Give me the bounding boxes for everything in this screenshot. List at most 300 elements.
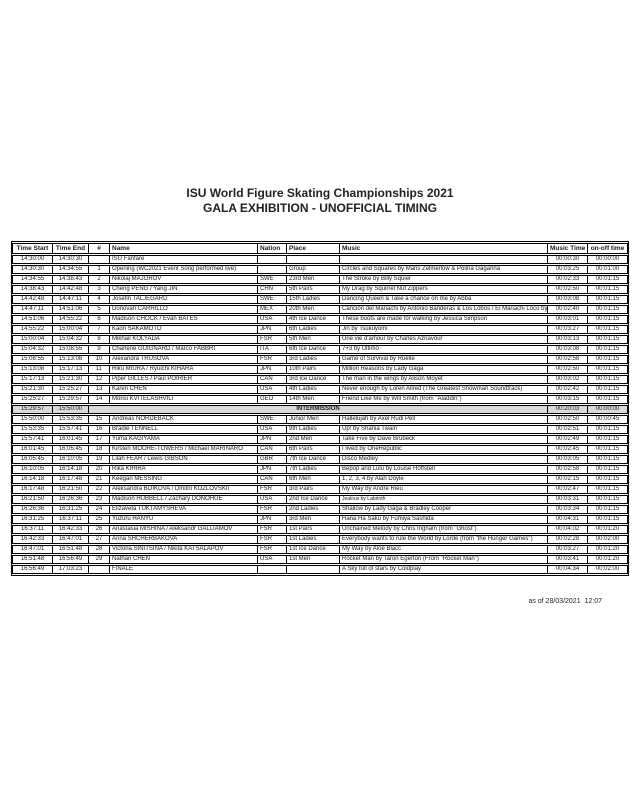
cell-on-off-time: 00:01:20: [588, 525, 628, 534]
cell-num: 6: [89, 315, 110, 324]
cell-time-end: 17:03:23: [53, 565, 89, 574]
cell-on-off-time: 00:01:15: [588, 475, 628, 484]
cell-nation: CAN: [258, 475, 287, 484]
cell-music: Jealous by Labrinth: [340, 495, 548, 504]
cell-time-end: 15:50:00: [53, 405, 89, 414]
cell-time-start: 16:01:45: [12, 445, 53, 454]
cell-music-time: 00:03:05: [548, 455, 588, 464]
cell-on-off-time: 00:01:15: [588, 425, 628, 434]
cell-time-start: 16:51:48: [12, 555, 53, 564]
cell-music-time: 00:02:50: [548, 365, 588, 374]
cell-music-time: 00:02:28: [548, 535, 588, 544]
cell-nation: FSR: [258, 545, 287, 554]
cell-on-off-time: 00:01:15: [588, 305, 628, 314]
cell-place: 7th Ice Dance: [287, 455, 340, 464]
cell-music-time: 00:03:27: [548, 325, 588, 334]
cell-num: 8: [89, 335, 110, 344]
cell-num: 25: [89, 515, 110, 524]
cell-time-start: 14:30:30: [12, 265, 53, 274]
cell-on-off-time: 00:01:15: [588, 505, 628, 514]
cell-time-end: 16:21:50: [53, 485, 89, 494]
table-row: [12, 385, 628, 394]
cell-num: 3: [89, 285, 110, 294]
cell-music: My Drag by Squirrel Nut Zippers: [340, 285, 548, 294]
cell-nation: FSR: [258, 505, 287, 514]
cell-time-start: 15:21:30: [12, 385, 53, 394]
cell-time-end: 16:56:49: [53, 555, 89, 564]
cell-time-end: 14:38:43: [53, 275, 89, 284]
cell-place: 3rd Ice Dance: [287, 375, 340, 384]
cell-music: Dancing Queen & Take a chance on me by Abba: [340, 295, 548, 304]
cell-music: Everybody wants to rule the World by Lorde (from "the Hunger Games"): [340, 535, 548, 544]
cell-on-off-time: 00:00:45: [588, 415, 628, 424]
cell-time-start: 16:05:45: [12, 455, 53, 464]
cell-nation: USA: [258, 495, 287, 504]
cell-num: 4: [89, 295, 110, 304]
table-body: [12, 255, 628, 574]
table-row: [12, 375, 628, 384]
cell-music: Game of Survival by Ruelle: [340, 355, 548, 364]
table-row: [12, 345, 628, 354]
cell-music: Une vie d'amour by Charles Aznavour: [340, 335, 548, 344]
cell-music-time: 00:04:02: [548, 525, 588, 534]
cell-num: 11: [89, 365, 110, 374]
cell-music-time: 00:02:40: [548, 305, 588, 314]
cell-nation: MEX: [258, 305, 287, 314]
cell-time-start: 15:04:32: [12, 345, 53, 354]
cell-music-time: 00:03:41: [548, 555, 588, 564]
cell-place: 3rd Pairs: [287, 485, 340, 494]
cell-place: 1st Ice Dance: [287, 545, 340, 554]
column-header-music-time: Music Time: [548, 243, 588, 254]
cell-time-start: 15:08:55: [12, 355, 53, 364]
cell-time-start: 14:55:22: [12, 325, 53, 334]
cell-on-off-time: 00:01:15: [588, 325, 628, 334]
cell-place: 6th Men: [287, 475, 340, 484]
cell-time-start: 16:21:50: [12, 495, 53, 504]
cell-nation: [258, 255, 287, 264]
cell-num: 20: [89, 465, 110, 474]
cell-music-time: 00:03:31: [548, 495, 588, 504]
cell-on-off-time: 00:01:00: [588, 265, 628, 274]
cell-time-end: 15:08:55: [53, 345, 89, 354]
column-header-on-off-time: on-off time: [588, 243, 628, 254]
cell-name: Madison HUBBELL / Zachary DONOHUE: [110, 495, 258, 504]
cell-place: 3rd Ladies: [287, 355, 340, 364]
table-row: [12, 435, 628, 444]
cell-place: 6th Ice Dance: [287, 345, 340, 354]
table-row: [12, 335, 628, 344]
cell-time-end: 15:29:57: [53, 395, 89, 404]
cell-time-end: 15:17:13: [53, 365, 89, 374]
table-row: [12, 485, 628, 494]
table-row: [12, 555, 628, 564]
cell-name: Andreas NORDEBACK: [110, 415, 258, 424]
cell-on-off-time: 00:01:15: [588, 445, 628, 454]
cell-place: 20th Men: [287, 305, 340, 314]
cell-place: 10th Pairs: [287, 365, 340, 374]
cell-time-end: 16:10:05: [53, 455, 89, 464]
cell-music-time: 00:03:15: [548, 395, 588, 404]
cell-music-time: 00:02:50: [548, 285, 588, 294]
cell-time-end: 16:47:01: [53, 535, 89, 544]
cell-on-off-time: 00:01:15: [588, 515, 628, 524]
table-row: [12, 265, 628, 274]
cell-name: Alexandra TRUSOVA: [110, 355, 258, 364]
table-row: [12, 295, 628, 304]
cell-name: Elizaveta TUKTAMYSHEVA: [110, 505, 258, 514]
cell-place: 5th Pairs: [287, 285, 340, 294]
cell-num: 26: [89, 525, 110, 534]
cell-music: I lived by OneRepublic: [340, 445, 548, 454]
cell-time-start: 14:34:55: [12, 275, 53, 284]
cell-music-time: 00:02:33: [548, 275, 588, 284]
cell-name: Kirsten MOORE-TOWERS / Michael MARINARO: [110, 445, 258, 454]
page-title-line2: GALA EXHIBITION - UNOFFICIAL TIMING: [203, 201, 437, 215]
cell-time-start: 14:42:48: [12, 295, 53, 304]
cell-time-start: 15:25:27: [12, 395, 53, 404]
cell-music: Rocket Man by Taron Egerton (From "Rocket Man"): [340, 555, 548, 564]
cell-place: 7th Ladies: [287, 465, 340, 474]
cell-on-off-time: 00:01:15: [588, 435, 628, 444]
column-header-time-end: Time End: [53, 243, 89, 254]
cell-place: [287, 255, 340, 264]
cell-name: Charlene GUIGNARD / Marco FABBRI: [110, 345, 258, 354]
cell-num: 10: [89, 355, 110, 364]
cell-time-end: 15:21:30: [53, 375, 89, 384]
cell-nation: USA: [258, 315, 287, 324]
cell-on-off-time: 00:01:15: [588, 465, 628, 474]
cell-place: Junior Men: [287, 415, 340, 424]
column-header-music: Music: [340, 243, 548, 254]
cell-nation: JPN: [258, 365, 287, 374]
cell-music-time: 00:03:02: [548, 375, 588, 384]
cell-place: 2nd Ladies: [287, 505, 340, 514]
cell-place: 1st Pairs: [287, 525, 340, 534]
cell-num: 13: [89, 385, 110, 394]
cell-time-end: 15:13:08: [53, 355, 89, 364]
cell-name: ISU Fanfare: [110, 255, 258, 264]
cell-music-time: 00:04:31: [548, 515, 588, 524]
cell-name: Nikolaj MAJOROV: [110, 275, 258, 284]
table-row: [12, 525, 628, 534]
cell-time-end: 15:00:04: [53, 325, 89, 334]
cell-nation: GBR: [258, 455, 287, 464]
cell-time-start: 16:56:49: [12, 565, 53, 574]
cell-on-off-time: 00:01:15: [588, 275, 628, 284]
cell-time-start: 16:42:33: [12, 535, 53, 544]
cell-num: 2: [89, 275, 110, 284]
table-row: [12, 495, 628, 504]
column-header-place: Place: [287, 243, 340, 254]
cell-on-off-time: 00:01:20: [588, 545, 628, 554]
cell-music-time: 00:03:27: [548, 545, 588, 554]
cell-time-start: 15:57:41: [12, 435, 53, 444]
cell-name: Rika KIHIRA: [110, 465, 258, 474]
table-row: [12, 285, 628, 294]
cell-time-start: 15:53:35: [12, 425, 53, 434]
cell-name: Kaori SAKAMOTO: [110, 325, 258, 334]
table-row: [12, 415, 628, 424]
cell-on-off-time: 00:01:15: [588, 285, 628, 294]
cell-place: 6th Ladies: [287, 325, 340, 334]
cell-time-end: 16:37:11: [53, 515, 89, 524]
cell-music-time: 00:03:25: [548, 265, 588, 274]
cell-nation: JPN: [258, 435, 287, 444]
cell-music-time: 00:02:47: [548, 485, 588, 494]
intermission-label: INTERMISSION: [89, 405, 548, 414]
page-title-line1: ISU World Figure Skating Championships 2021: [186, 186, 454, 200]
cell-place: 3rd Men: [287, 515, 340, 524]
cell-time-end: 15:57:41: [53, 425, 89, 434]
cell-num: [89, 255, 110, 264]
cell-time-end: 16:51:48: [53, 545, 89, 554]
cell-place: 15th Ladies: [287, 295, 340, 304]
cell-name: Anastasia MISHINA / Aleksandr GALLIAMOV: [110, 525, 258, 534]
table-row: [12, 325, 628, 334]
cell-on-off-time: 00:00:00: [588, 255, 628, 264]
page-title: [0, 0, 640, 216]
cell-time-end: 16:05:45: [53, 445, 89, 454]
cell-name: Mikhail KOLYADA: [110, 335, 258, 344]
cell-num: 15: [89, 415, 110, 424]
cell-num: 1: [89, 265, 110, 274]
cell-on-off-time: 00:01:15: [588, 395, 628, 404]
cell-name: Yuzuru HANYU: [110, 515, 258, 524]
cell-music: The man in the wings by Alison Moyet: [340, 375, 548, 384]
cell-name: Riku MIURA / Ryuichi KIHARA: [110, 365, 258, 374]
cell-time-start: 16:17:48: [12, 485, 53, 494]
cell-num: 17: [89, 435, 110, 444]
cell-name: FINALE: [110, 565, 258, 574]
cell-music: Never enough by Loren Allred (The Greatest Showman Soundtrack): [340, 385, 548, 394]
cell-music: These boots are made for walking by Jessica Simpson: [340, 315, 548, 324]
cell-num: 16: [89, 425, 110, 434]
cell-name: Donovan CARRILLO: [110, 305, 258, 314]
cell-music: [340, 255, 548, 264]
cell-num: 18: [89, 445, 110, 454]
cell-nation: GEO: [258, 395, 287, 404]
cell-nation: FSR: [258, 535, 287, 544]
cell-name: Anna SHCHERBAKOVA: [110, 535, 258, 544]
cell-place: 23rd Men: [287, 275, 340, 284]
cell-on-off-time: 00:01:15: [588, 495, 628, 504]
table-row: [12, 425, 628, 434]
cell-time-start: 15:13:08: [12, 365, 53, 374]
cell-time-start: 16:37:11: [12, 525, 53, 534]
table-row: [12, 455, 628, 464]
cell-time-start: 16:14:18: [12, 475, 53, 484]
table-row: [12, 445, 628, 454]
cell-on-off-time: 00:01:15: [588, 315, 628, 324]
cell-music-time: 00:02:50: [548, 415, 588, 424]
cell-music: Cancion del Mariachi by Antonio Banderas & Los Lobos / El Mariachi Loco by: [342, 306, 548, 312]
cell-num: 22: [89, 485, 110, 494]
cell-music: 7+3 by Ultimo: [340, 345, 548, 354]
cell-nation: CAN: [258, 445, 287, 454]
cell-nation: FSR: [258, 485, 287, 494]
cell-time-start: 16:26:36: [12, 505, 53, 514]
cell-nation: [258, 565, 287, 574]
cell-music-time: 00:03:01: [548, 315, 588, 324]
cell-music: Hana Ha Saku by Fumiya Sashida: [340, 515, 548, 524]
table-row: [12, 535, 628, 544]
cell-music: Shallow by Lady Gaga & Bradley Cooper: [340, 505, 548, 514]
as-of-timestamp: as of 28/03/2021 12:07: [528, 598, 602, 605]
cell-place: 2nd Ice Dance: [287, 495, 340, 504]
cell-num: 19: [89, 455, 110, 464]
cell-music-time: 00:03:13: [548, 335, 588, 344]
cell-name: Morisi KVITELASHVILI: [110, 395, 258, 404]
cell-music: Disco Medley: [340, 455, 548, 464]
cell-name: Yuma KAGIYAMA: [110, 435, 258, 444]
table-row: [12, 255, 628, 264]
column-header-num: #: [89, 243, 110, 254]
cell-place: 1st Ladies: [287, 535, 340, 544]
cell-name: Opening (WC2021 Event Song performed live): [110, 265, 258, 274]
cell-nation: JPN: [258, 515, 287, 524]
cell-time-end: 14:42:48: [53, 285, 89, 294]
cell-music-time: 00:02:45: [548, 445, 588, 454]
cell-music-time: 00:04:34: [548, 565, 588, 574]
cell-nation: SWE: [258, 295, 287, 304]
cell-name: Aleksandra BOIKOVA / Dmitrii KOZLOVSKII: [110, 485, 258, 494]
cell-on-off-time: 00:01:15: [588, 365, 628, 374]
cell-on-off-time: 00:01:15: [588, 355, 628, 364]
cell-nation: FSR: [258, 355, 287, 364]
cell-num: 14: [89, 395, 110, 404]
table-row: [12, 305, 628, 314]
cell-time-start: 14:38:43: [12, 285, 53, 294]
table-header-row: [12, 243, 628, 254]
cell-place: 9th Ladies: [287, 425, 340, 434]
cell-music: My Way by Aloe Blacc: [340, 545, 548, 554]
cell-num: 5: [89, 305, 110, 314]
column-header-nation: Nation: [258, 243, 287, 254]
table-row: [12, 505, 628, 514]
cell-music: The Stroke by Billy Squier: [340, 275, 548, 284]
cell-name: Cheng PENG / Yang JIN: [110, 285, 258, 294]
cell-num: 29: [89, 555, 110, 564]
table-row: [12, 275, 628, 284]
cell-name: Victoria SINITSINA / Nikita KATSALAPOV: [110, 545, 258, 554]
cell-name: Josefin TALJEGARD: [110, 295, 258, 304]
cell-nation: FSR: [258, 525, 287, 534]
cell-on-off-time: 00:02:00: [588, 535, 628, 544]
column-header-time-start: Time Start: [12, 243, 53, 254]
cell-music-time: 00:03:08: [548, 345, 588, 354]
cell-on-off-time: 00:01:15: [588, 295, 628, 304]
table-row: [12, 515, 628, 524]
cell-nation: ITA: [258, 345, 287, 354]
cell-time-end: 16:14:18: [53, 465, 89, 474]
cell-num: 21: [89, 475, 110, 484]
cell-time-end: 15:25:27: [53, 385, 89, 394]
column-header-name: Name: [110, 243, 258, 254]
cell-music-time: 00:00:30: [548, 255, 588, 264]
cell-place: [287, 565, 340, 574]
cell-place: 1st Men: [287, 555, 340, 564]
cell-music: Hallelujah by Axel Rudi Pell: [340, 415, 548, 424]
cell-time-end: 14:34:55: [53, 265, 89, 274]
cell-music: Take Five by Dave Brubeck: [340, 435, 548, 444]
cell-nation: USA: [258, 385, 287, 394]
cell-place: 5th Men: [287, 335, 340, 344]
cell-place: 6th Pairs: [287, 445, 340, 454]
cell-nation: SWE: [258, 275, 287, 284]
cell-place: Group: [287, 265, 340, 274]
cell-music: Unchained Melody by Chris Ingham (from "Ghost"): [340, 525, 548, 534]
cell-time-start: 14:51:06: [12, 315, 53, 324]
cell-time-start: 14:47:11: [12, 305, 53, 314]
cell-on-off-time: 00:01:15: [588, 375, 628, 384]
cell-name: Bradie TENNELL: [110, 425, 258, 434]
cell-time-start: 15:17:13: [12, 375, 53, 384]
cell-music-time: 00:03:08: [548, 295, 588, 304]
cell-music: Friend Like Me by Will Smith (from "Aladdin"): [340, 395, 548, 404]
table-row: [12, 355, 628, 364]
cell-place: 4th Ice Dance: [287, 315, 340, 324]
cell-time-end: 16:31:25: [53, 505, 89, 514]
cell-on-off-time: 00:01:15: [588, 485, 628, 494]
cell-num: 9: [89, 345, 110, 354]
cell-nation: [258, 265, 287, 274]
cell-time-end: 15:04:32: [53, 335, 89, 344]
cell-nation: CHN: [258, 285, 287, 294]
cell-time-end: 16:26:36: [53, 495, 89, 504]
intermission-row: [12, 405, 628, 414]
cell-time-end: 16:42:33: [53, 525, 89, 534]
table-row: [12, 315, 628, 324]
cell-on-off-time: 00:00:00: [588, 405, 628, 414]
cell-music-time: 00:02:49: [548, 435, 588, 444]
cell-time-start: 15:29:57: [12, 405, 53, 414]
cell-name: Madison CHOCK / Evan BATES: [110, 315, 258, 324]
cell-music: Jin by Tsukuyomi: [340, 325, 548, 334]
table-row: [12, 565, 628, 574]
cell-nation: JPN: [258, 325, 287, 334]
cell-music: Million Reasons by Lady Gaga: [340, 365, 548, 374]
cell-name: Keegan MESSING: [110, 475, 258, 484]
cell-time-start: 16:31:25: [12, 515, 53, 524]
cell-num: [89, 565, 110, 574]
cell-music-time: 00:03:34: [548, 505, 588, 514]
cell-nation: SWE: [258, 415, 287, 424]
gala-timing-table: [11, 241, 629, 576]
cell-on-off-time: 00:01:15: [588, 345, 628, 354]
table-row: [12, 475, 628, 484]
cell-time-end: 16:17:48: [53, 475, 89, 484]
cell-time-end: 16:01:45: [53, 435, 89, 444]
cell-name: Karen CHEN: [110, 385, 258, 394]
cell-music-time: 00:02:15: [548, 475, 588, 484]
cell-music: Up! by Shania Twain: [340, 425, 548, 434]
cell-on-off-time: 00:01:15: [588, 335, 628, 344]
cell-num: 23: [89, 495, 110, 504]
cell-nation: CAN: [258, 375, 287, 384]
cell-nation: JPN: [258, 465, 287, 474]
cell-music-time: 00:02:58: [548, 355, 588, 364]
cell-music: Circles and Squares by Mans Zelmerlow & Polina Gagarina: [340, 265, 548, 274]
cell-time-end: 14:51:06: [53, 305, 89, 314]
cell-time-start: 16:10:05: [12, 465, 53, 474]
table-row: [12, 395, 628, 404]
cell-place: 2nd Men: [287, 435, 340, 444]
cell-num: 7: [89, 325, 110, 334]
cell-music-time: 00:02:51: [548, 425, 588, 434]
cell-music-time: 00:20:03: [548, 405, 588, 414]
cell-music: A Sky full of stars by Coldplay: [340, 565, 548, 574]
